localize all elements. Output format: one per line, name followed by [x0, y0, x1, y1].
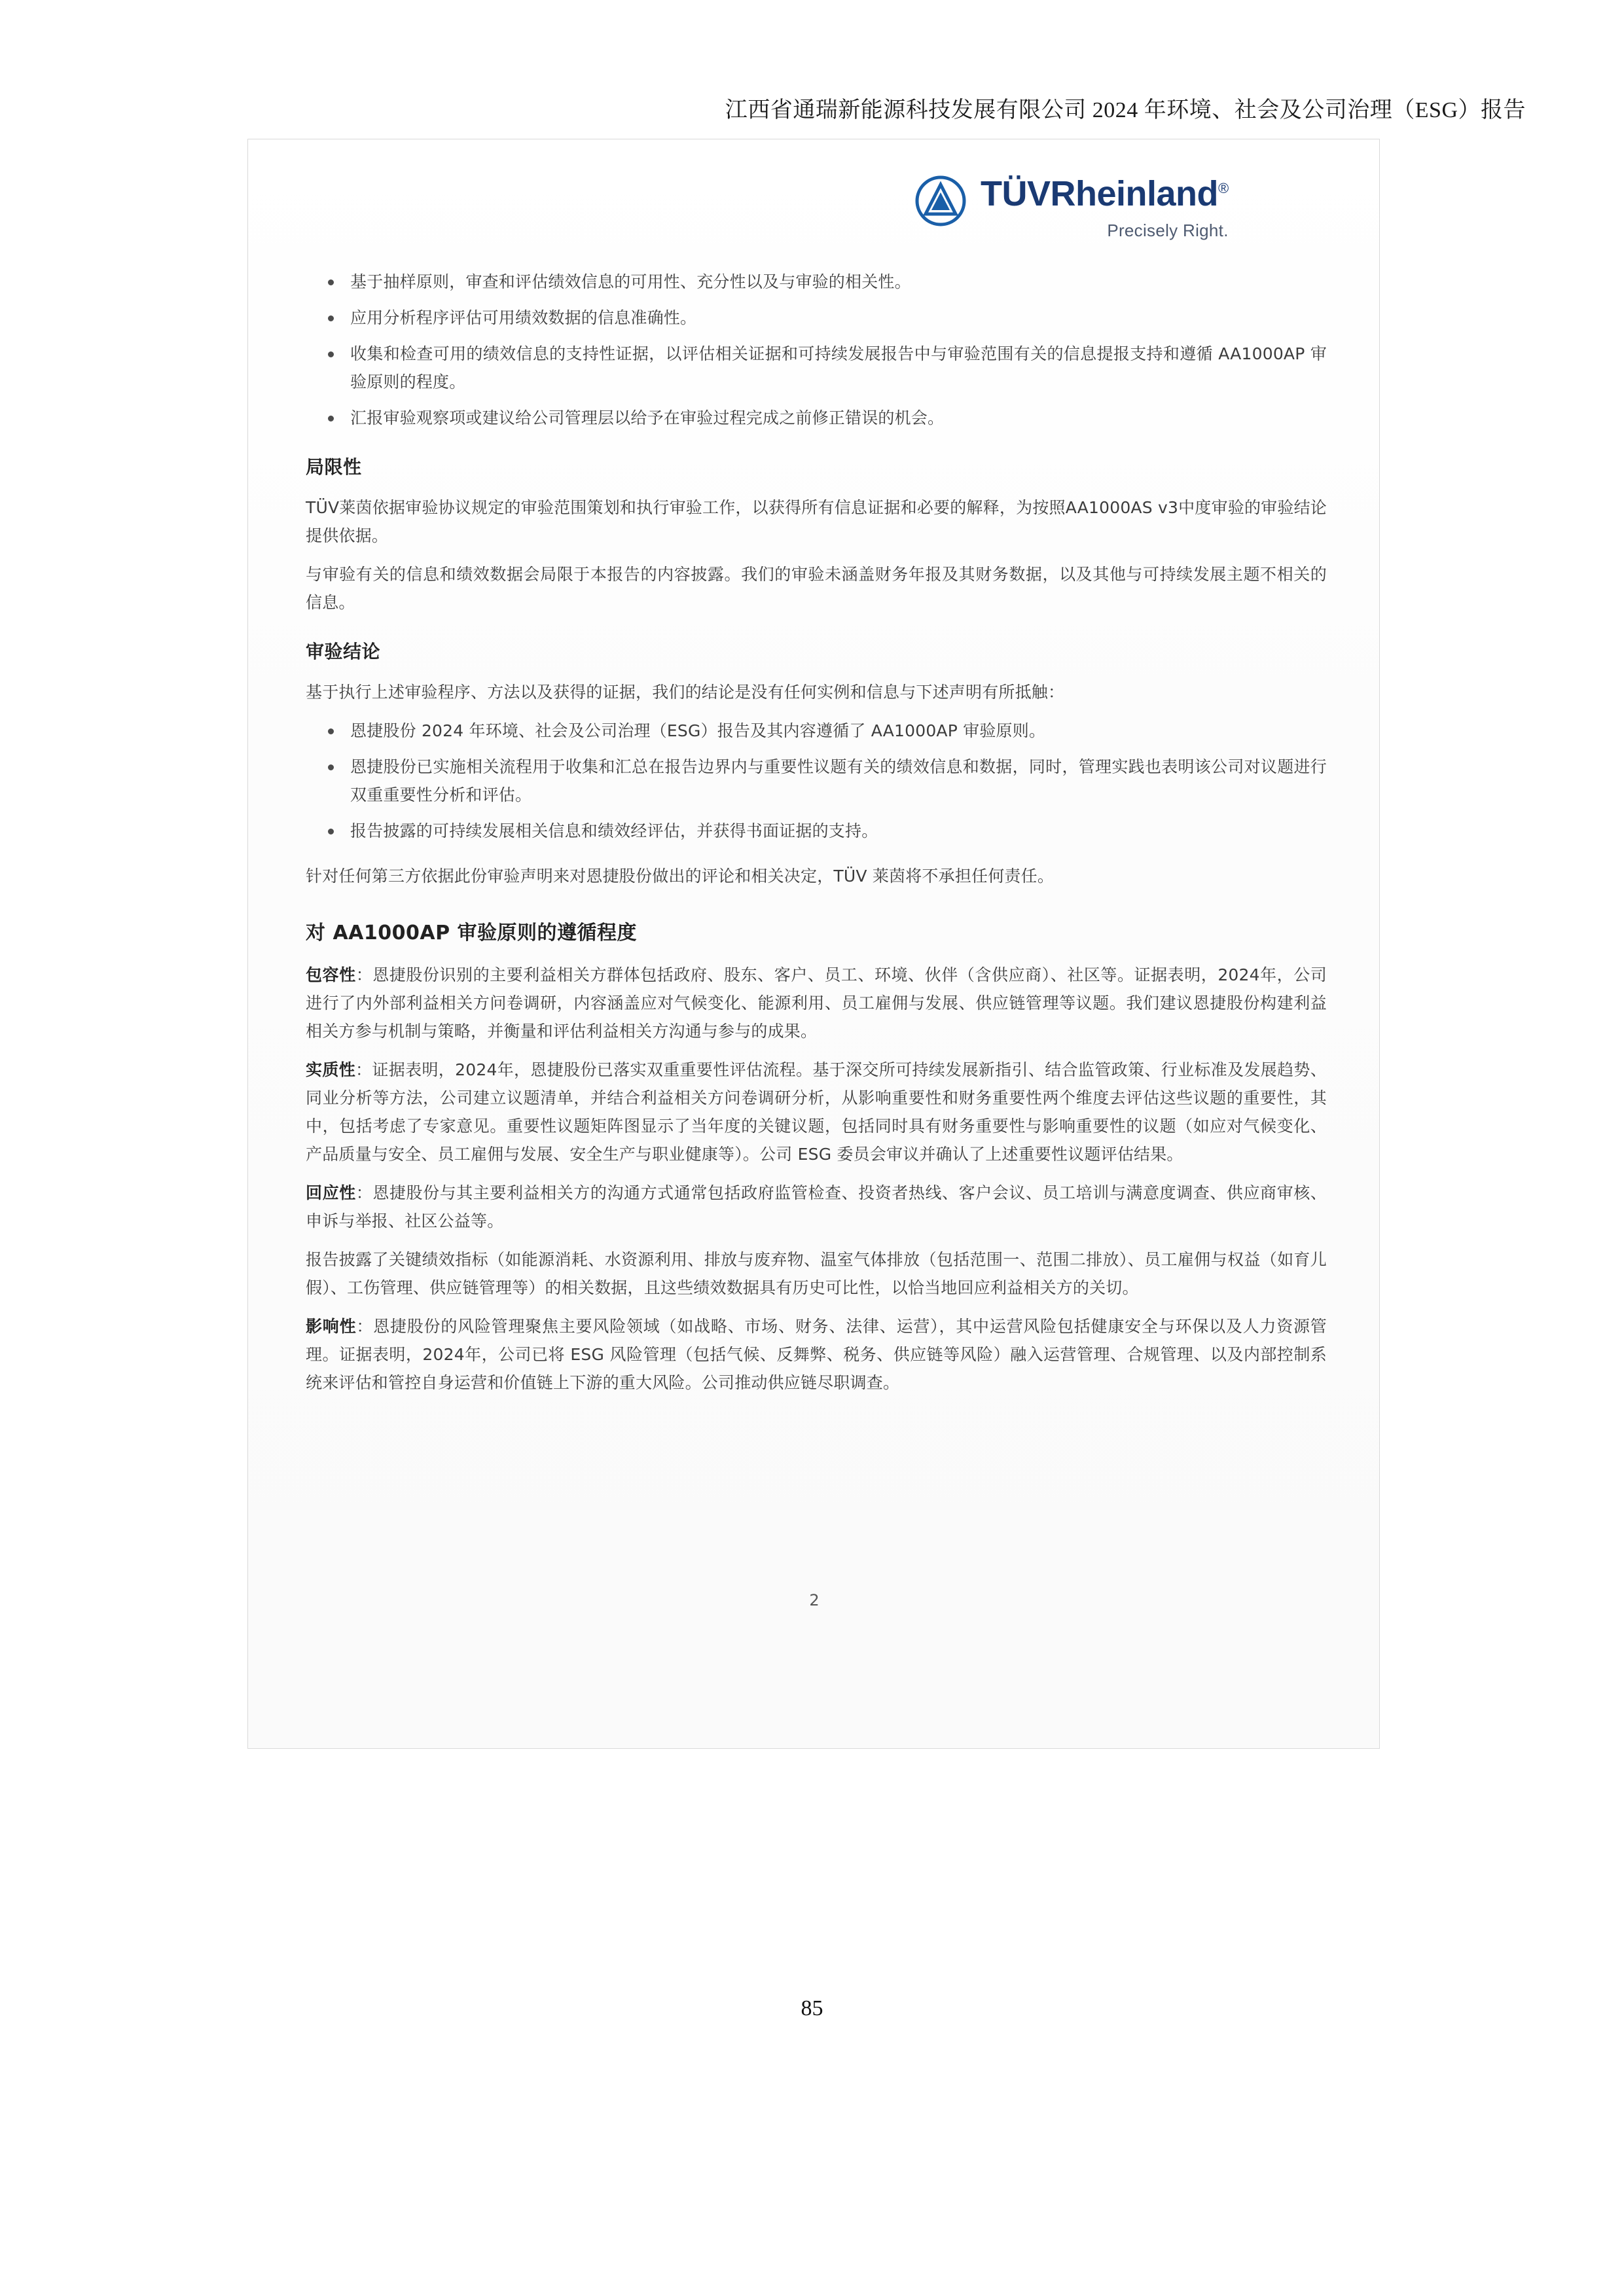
section-heading-aa1000ap: 对 AA1000AP 审验原则的遵循程度: [306, 922, 638, 945]
list-item: 恩捷股份 2024 年环境、社会及公司治理（ESG）报告及其内容遵循了 AA1000AP 审验原则。: [350, 717, 1327, 745]
scanned-certificate-page: [247, 139, 1380, 1749]
header-title: 江西省通瑞新能源科技发展有限公司 2024 年环境、社会及公司治理（ESG）报告: [725, 98, 1526, 122]
principle-responsiveness: [306, 1179, 1327, 1235]
scan-page-number: 2: [809, 1591, 820, 1609]
principle-label-inclusivity: 包容性: [306, 965, 356, 984]
list-item: 报告披露的可持续发展相关信息和绩效经评估，并获得书面证据的支持。: [350, 817, 1327, 845]
kpi-disclosure-paragraph: 报告披露了关键绩效指标（如能源消耗、水资源利用、排放与废弃物、温室气体排放（包括范围一、范围二排放）、员工雇佣与权益（如育儿假）、工伤管理、供应链管理等）的相关数据，且这些绩效数据具有历史可比性，以恰当地回应利益相关方的关切。: [306, 1249, 1327, 1297]
list-item: 汇报审验观察项或建议给公司管理层以给予在审验过程完成之前修正错误的机会。: [350, 404, 1327, 432]
principle-label-responsiveness: 回应性: [306, 1183, 356, 1202]
logo-text-wrap: [981, 175, 1229, 241]
principle-label-materiality: 实质性: [306, 1060, 356, 1079]
document-body: [306, 268, 1327, 1407]
logo-tagline: Precisely Right.: [1107, 220, 1229, 240]
document-running-header: [0, 92, 1624, 124]
list-item: 基于抽样原则，审查和评估绩效信息的可用性、充分性以及与审验的相关性。: [350, 268, 1327, 296]
registered-mark-icon: ®: [1218, 180, 1229, 196]
list-item: 应用分析程序评估可用绩效数据的信息准确性。: [350, 304, 1327, 332]
principle-materiality: [306, 1056, 1327, 1168]
tuv-rheinland-logo: [912, 175, 1229, 241]
conclusion-intro: 基于执行上述审验程序、方法以及获得的证据，我们的结论是没有任何实例和信息与下述声明有所抵触：: [306, 683, 1065, 702]
principle-text-inclusivity: ：恩捷股份识别的主要利益相关方群体包括政府、股东、客户、员工、环境、伙伴（含供应商）、社区等。证据表明，2024年，公司进行了内外部利益相关方问卷调研，内容涵盖应对气候变化、能源利用、员工雇佣与发展、供应链管理等议题。我们建议恩捷股份构建利益相关方参与机制与策略，并衡量和评估利益相关方沟通与参与的成果。: [306, 965, 1327, 1041]
list-item: 恩捷股份已实施相关流程用于收集和汇总在报告边界内与重要性议题有关的绩效信息和数据，同时，管理实践也表明该公司对议题进行双重重要性分析和评估。: [350, 753, 1327, 809]
section-heading-conclusion: 审验结论: [306, 641, 381, 663]
logo-wordmark: TÜVRheinland®: [981, 174, 1229, 213]
conclusion-bullet-list: [306, 717, 1327, 845]
principle-text-materiality: ：证据表明，2024年，恩捷股份已落实双重重要性评估流程。基于深交所可持续发展新指引、结合监管政策、行业标准及发展趋势、同业分析等方法，公司建立议题清单，并结合利益相关方问卷调研分析，从影响重要性和财务重要性两个维度去评估这些议题的重要性，其中，包括考虑了专家意见。重要性议题矩阵图显示了当年度的关键议题，包括同时具有财务重要性与影响重要性的议题（如应对气候变化、产品质量与安全、员工雇佣与发展、安全生产与职业健康等）。公司 ESG 委员会审议并确认了上述重要性议题评估结果。: [306, 1060, 1327, 1164]
section-heading-limitations: 局限性: [306, 456, 362, 478]
principle-impact: [306, 1312, 1327, 1397]
page-number: 85: [801, 1996, 823, 2020]
principle-text-responsiveness: ：恩捷股份与其主要利益相关方的沟通方式通常包括政府监管检查、投资者热线、客户会议、员工培训与满意度调查、供应商审核、申诉与举报、社区公益等。: [306, 1183, 1327, 1230]
top-bullet-list: [306, 268, 1327, 432]
list-item: 收集和检查可用的绩效信息的支持性证据，以评估相关证据和可持续发展报告中与审验范围有关的信息提报支持和遵循 AA1000AP 审验原则的程度。: [350, 340, 1327, 396]
conclusion-closing: 针对任何第三方依据此份审验声明来对恩捷股份做出的评论和相关决定，TÜV 莱茵将不承担任何责任。: [306, 867, 1055, 886]
limitations-paragraph-2: 与审验有关的信息和绩效数据会局限于本报告的内容披露。我们的审验未涵盖财务年报及其财务数据，以及其他与可持续发展主题不相关的信息。: [306, 565, 1327, 613]
tuv-triangle-icon: [912, 175, 969, 226]
principle-text-impact: ：恩捷股份的风险管理聚焦主要风险领域（如战略、市场、财务、法律、运营），其中运营风险包括健康安全与环保以及人力资源管理。证据表明，2024年，公司已将 ESG 风险管理（包括气候、反舞弊、税务、供应链等风险）融入运营管理、合规管理、以及内部控制系统来评估和管控自身运营和价值链上下游的重大风险。公司推动供应链尽职调查。: [306, 1316, 1327, 1392]
principle-label-impact: 影响性: [306, 1316, 357, 1336]
limitations-paragraph-1: TÜV莱茵依据审验协议规定的审验范围策划和执行审验工作，以获得所有信息证据和必要的解释，为按照AA1000AS v3中度审验的审验结论提供依据。: [306, 498, 1327, 546]
principle-inclusivity: [306, 961, 1327, 1045]
